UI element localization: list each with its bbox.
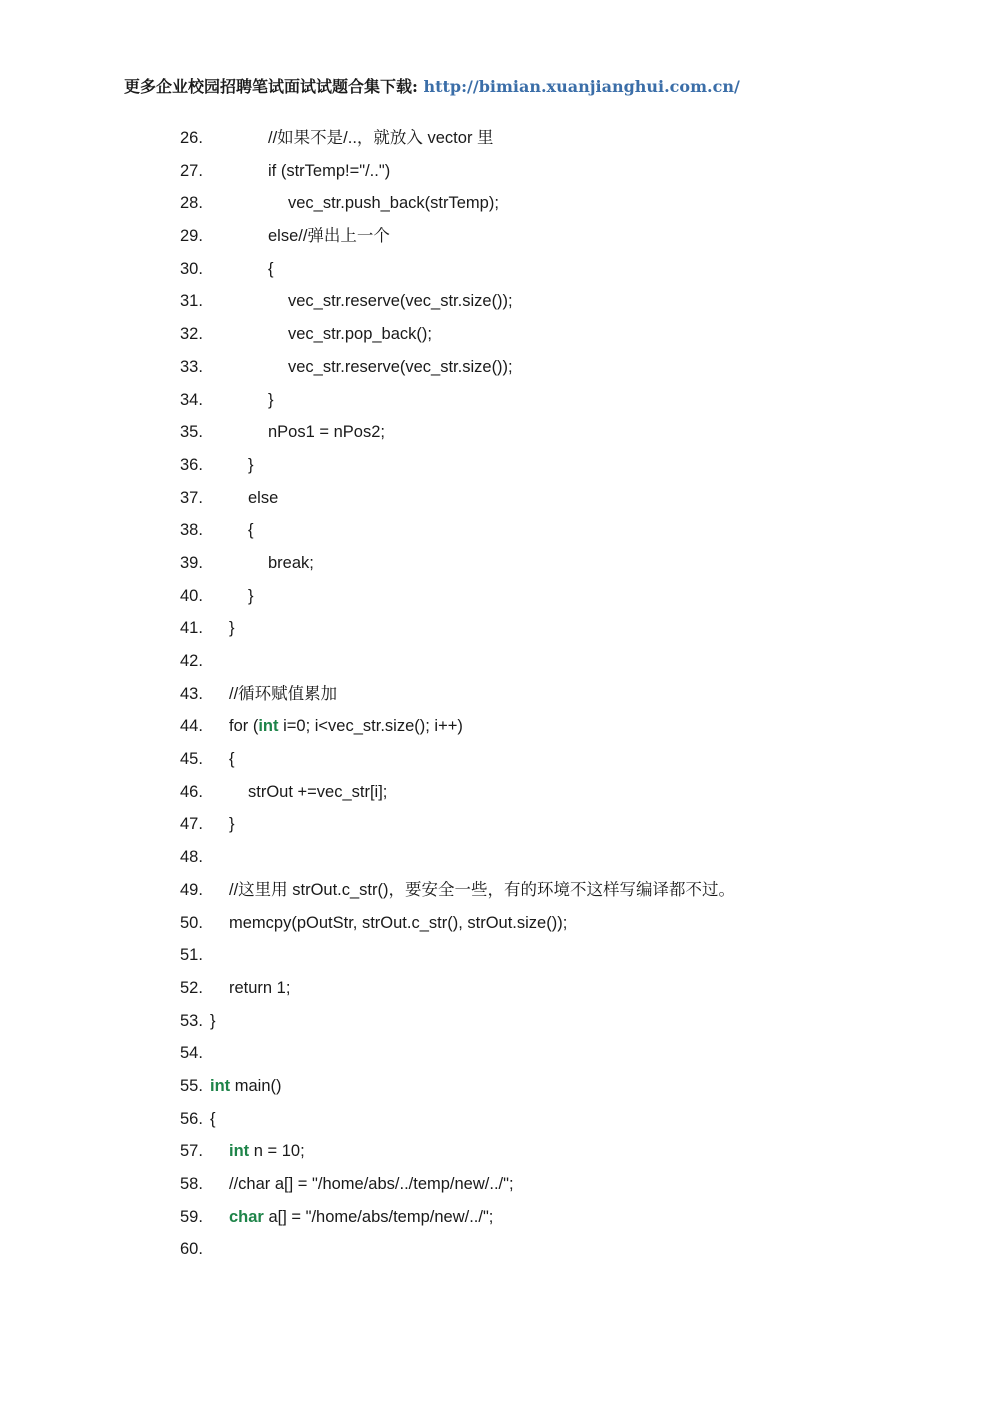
code-text <box>268 547 314 580</box>
line-number: 53. <box>180 1011 203 1030</box>
code-line <box>180 874 940 907</box>
code-line <box>180 384 940 417</box>
line-number: 32. <box>180 325 203 344</box>
code-text <box>268 155 390 188</box>
code-keyword: char <box>229 1207 264 1226</box>
line-number: 49. <box>180 880 203 899</box>
code-token: //循环赋值累加 <box>229 684 338 703</box>
code-token: } <box>210 1011 216 1030</box>
line-number: 44. <box>180 717 203 736</box>
code-token: else <box>248 488 279 507</box>
line-number: 45. <box>180 750 203 769</box>
line-number: 47. <box>180 815 203 834</box>
line-number: 59. <box>180 1207 203 1226</box>
code-text <box>268 122 494 155</box>
line-number: 29. <box>180 227 203 246</box>
code-line <box>180 351 940 384</box>
code-text <box>229 1168 514 1201</box>
code-text <box>210 1005 216 1038</box>
code-line <box>180 187 940 220</box>
code-text <box>268 253 274 286</box>
code-line <box>180 220 940 253</box>
code-line <box>180 841 940 874</box>
line-number: 36. <box>180 455 203 474</box>
code-text <box>229 907 567 940</box>
line-number: 34. <box>180 390 203 409</box>
code-line <box>180 1103 940 1136</box>
code-line <box>180 253 940 286</box>
code-line <box>180 122 940 155</box>
line-number: 48. <box>180 848 203 867</box>
code-token: { <box>268 259 274 278</box>
line-number: 52. <box>180 978 203 997</box>
code-line <box>180 710 940 743</box>
code-text <box>229 972 290 1005</box>
code-token: memcpy(pOutStr, strOut.c_str(), strOut.size()); <box>229 913 568 932</box>
code-text <box>229 1135 305 1168</box>
line-number: 26. <box>180 129 203 147</box>
code-token: nPos1 = nPos2; <box>268 423 385 442</box>
code-line <box>180 1233 940 1266</box>
code-line <box>180 1168 940 1201</box>
header-label: 更多企业校园招聘笔试面试试题合集下载: <box>124 77 418 96</box>
code-text <box>229 678 337 711</box>
code-text <box>229 743 235 776</box>
code-token: } <box>248 455 254 474</box>
code-keyword: int <box>258 717 279 736</box>
code-text <box>248 482 278 515</box>
code-line <box>180 678 940 711</box>
code-line <box>180 1005 940 1038</box>
code-text <box>268 416 385 449</box>
code-text <box>229 874 735 907</box>
code-token: if (strTemp!="/..") <box>268 161 391 180</box>
code-text <box>268 384 274 417</box>
line-number: 33. <box>180 357 203 376</box>
code-token: vec_str.reserve(vec_str.size()); <box>288 292 513 311</box>
code-line <box>180 580 940 613</box>
code-token: strOut +=vec_str[i]; <box>248 782 388 801</box>
code-text <box>248 449 254 482</box>
header-download-link[interactable]: http://bimian.xuanjianghui.com.cn/ <box>423 77 740 96</box>
line-number: 30. <box>180 259 203 278</box>
code-text <box>268 220 390 253</box>
line-number: 43. <box>180 684 203 703</box>
code-line <box>180 1037 940 1070</box>
line-number: 46. <box>180 782 203 801</box>
line-number: 40. <box>180 586 203 605</box>
code-text <box>210 1103 216 1136</box>
code-listing <box>180 122 940 1266</box>
code-line <box>180 808 940 841</box>
code-token: main() <box>230 1076 282 1095</box>
code-line <box>180 547 940 580</box>
code-line <box>180 743 940 776</box>
line-number: 28. <box>180 194 203 213</box>
code-token: } <box>248 586 254 605</box>
code-line <box>180 285 940 318</box>
code-text <box>229 808 235 841</box>
code-text <box>229 612 235 645</box>
code-token: else//弹出上一个 <box>268 227 390 246</box>
code-token: a[] = "/home/abs/temp/new/../"; <box>263 1207 494 1226</box>
line-number: 39. <box>180 553 203 572</box>
code-token: break; <box>268 553 314 572</box>
code-token: vec_str.pop_back(); <box>288 325 432 344</box>
code-line <box>180 449 940 482</box>
code-text <box>288 351 513 384</box>
code-line <box>180 1201 940 1234</box>
code-token: //如果不是/..，就放入 vector 里 <box>268 129 494 147</box>
code-token: //char a[] = "/home/abs/../temp/new/../"; <box>229 1175 514 1193</box>
code-token: } <box>229 815 235 834</box>
code-line <box>180 939 940 972</box>
line-number: 35. <box>180 423 203 442</box>
code-token: { <box>229 750 235 769</box>
code-line <box>180 612 940 645</box>
line-number: 42. <box>180 652 203 670</box>
code-text <box>229 710 463 743</box>
code-token: { <box>210 1109 216 1128</box>
code-line <box>180 645 940 678</box>
code-token: n = 10; <box>249 1142 305 1161</box>
code-line <box>180 1135 940 1168</box>
code-text <box>288 285 513 318</box>
code-text <box>288 187 499 220</box>
line-number: 27. <box>180 161 203 180</box>
code-line <box>180 776 940 809</box>
code-token: return 1; <box>229 978 291 997</box>
line-number: 55. <box>180 1076 203 1095</box>
code-text <box>248 580 254 613</box>
code-line <box>180 907 940 940</box>
code-token: vec_str.reserve(vec_str.size()); <box>288 357 513 376</box>
page-header <box>124 74 740 97</box>
code-token: } <box>229 619 235 638</box>
code-keyword: int <box>229 1142 250 1161</box>
line-number: 31. <box>180 292 203 311</box>
code-text <box>288 318 432 351</box>
code-token: for ( <box>229 717 259 736</box>
code-token: { <box>248 521 254 540</box>
line-number: 58. <box>180 1175 203 1193</box>
code-line <box>180 155 940 188</box>
code-text <box>210 1070 282 1103</box>
line-number: 41. <box>180 619 203 638</box>
line-number: 38. <box>180 521 203 540</box>
code-line <box>180 482 940 515</box>
code-token: vec_str.push_back(strTemp); <box>288 194 499 213</box>
code-line <box>180 416 940 449</box>
line-number: 57. <box>180 1142 203 1161</box>
code-line <box>180 972 940 1005</box>
code-text <box>229 1201 493 1234</box>
code-token: i=0; i<vec_str.size(); i++) <box>278 717 463 736</box>
code-line <box>180 1070 940 1103</box>
line-number: 54. <box>180 1044 203 1063</box>
code-token: } <box>268 390 274 409</box>
code-line <box>180 318 940 351</box>
line-number: 50. <box>180 913 203 932</box>
code-token: //这里用 strOut.c_str()，要安全一些，有的环境不这样写编译都不过。 <box>229 880 736 899</box>
line-number: 60. <box>180 1240 203 1259</box>
code-text <box>248 776 387 809</box>
line-number: 51. <box>180 946 203 965</box>
line-number: 56. <box>180 1109 203 1128</box>
code-text <box>248 514 254 547</box>
code-line <box>180 514 940 547</box>
line-number: 37. <box>180 488 203 507</box>
code-keyword: int <box>210 1076 231 1095</box>
